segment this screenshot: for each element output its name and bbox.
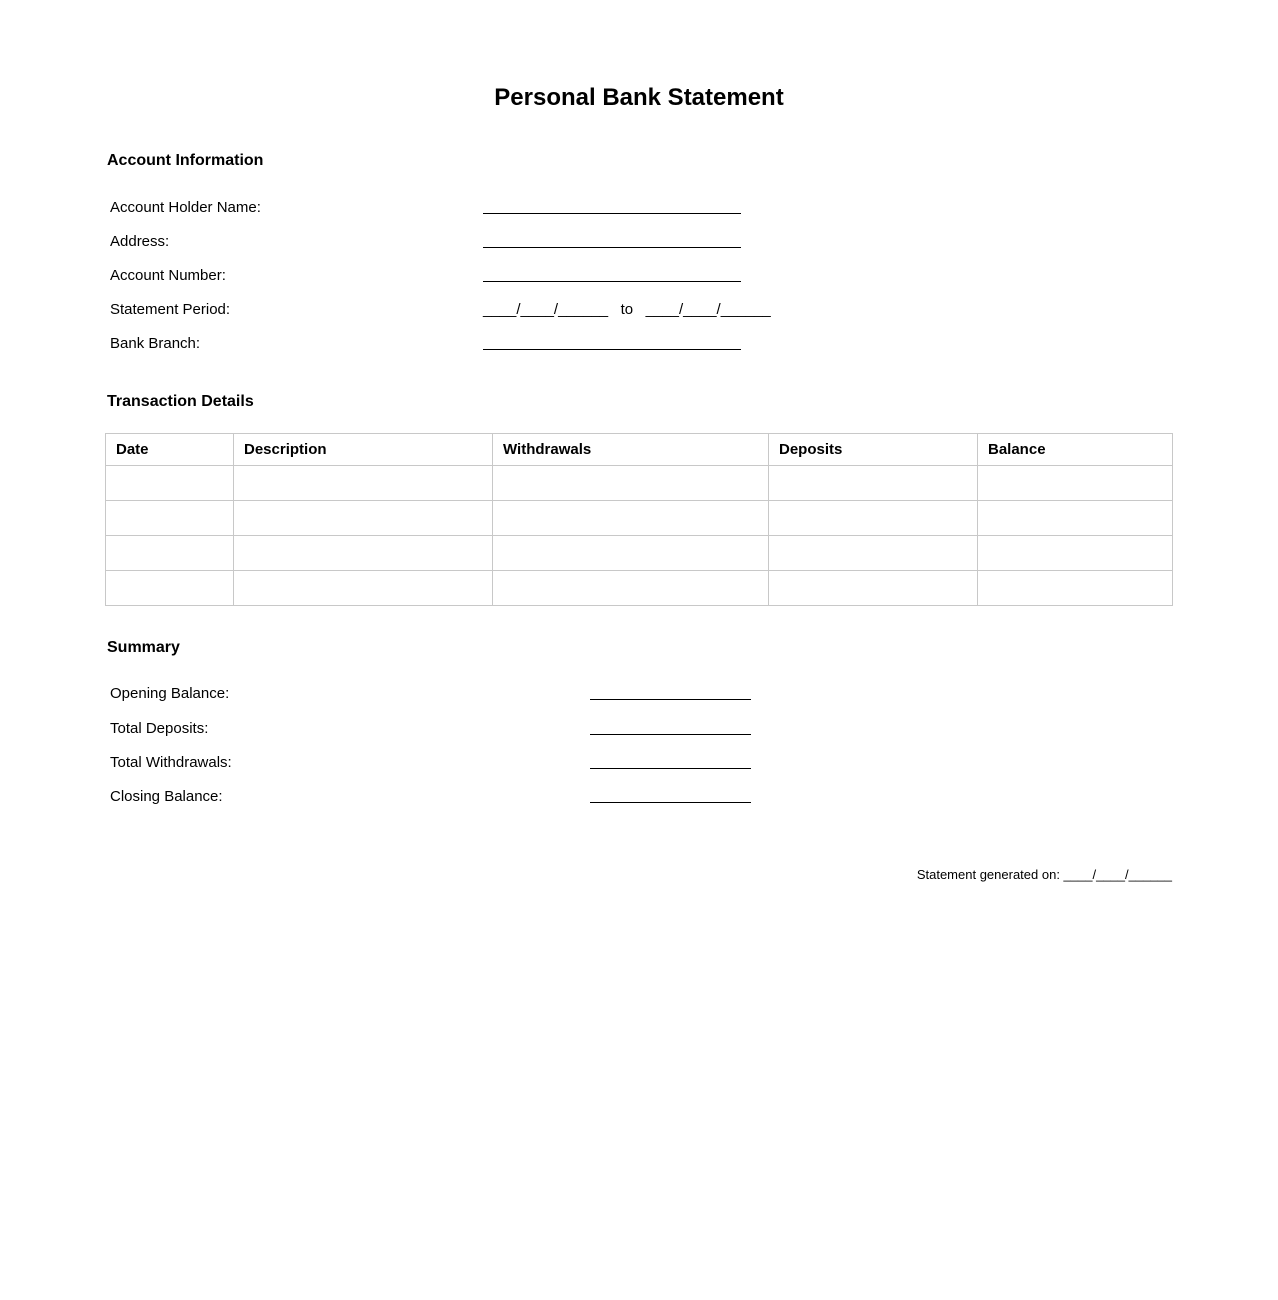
table-cell: [234, 571, 493, 606]
column-header-description: Description: [234, 434, 493, 466]
summary-heading: Summary: [107, 639, 180, 656]
address-line: [483, 233, 741, 248]
table-cell: [978, 501, 1173, 536]
total-withdrawals-line: [590, 754, 751, 769]
account-holder-name-label: Account Holder Name:: [110, 199, 261, 216]
table-row: [106, 501, 1173, 536]
column-header-deposits: Deposits: [769, 434, 978, 466]
opening-balance-label: Opening Balance:: [110, 685, 230, 702]
total-withdrawals-label: Total Withdrawals:: [110, 754, 232, 771]
address-label: Address:: [110, 233, 170, 250]
table-cell: [106, 571, 234, 606]
table-cell: [493, 571, 769, 606]
statement-generated-date-placeholder: ____/____/______: [1063, 867, 1172, 882]
table-cell: [106, 501, 234, 536]
account-holder-name-line: [483, 199, 741, 214]
table-cell: [978, 571, 1173, 606]
table-cell: [234, 536, 493, 571]
statement-generated-label: Statement generated on:: [916, 867, 1064, 882]
table-cell: [106, 536, 234, 571]
column-header-withdrawals: Withdrawals: [493, 434, 769, 466]
table-cell: [493, 466, 769, 501]
account-information-heading: Account Information: [107, 152, 264, 169]
table-cell: [769, 536, 978, 571]
page-title: Personal Bank Statement: [494, 84, 784, 111]
transaction-table: [105, 433, 1173, 606]
statement-period-placeholder: ____/____/______ to ____/____/______: [483, 301, 771, 318]
bank-branch-label: Bank Branch:: [110, 335, 201, 352]
table-cell: [106, 466, 234, 501]
account-number-label: Account Number:: [110, 267, 226, 284]
table-cell: [769, 501, 978, 536]
table-cell: [234, 501, 493, 536]
table-header-row: [106, 434, 1173, 466]
table-row: [106, 536, 1173, 571]
table-cell: [769, 466, 978, 501]
bank-branch-line: [483, 335, 741, 350]
total-deposits-line: [590, 720, 751, 735]
column-header-balance: Balance: [978, 434, 1173, 466]
statement-period-label: Statement Period:: [110, 301, 231, 318]
table-cell: [978, 536, 1173, 571]
table-cell: [493, 536, 769, 571]
total-deposits-label: Total Deposits:: [110, 720, 209, 737]
opening-balance-line: [590, 685, 751, 700]
closing-balance-label: Closing Balance:: [110, 788, 223, 805]
table-cell: [978, 466, 1173, 501]
column-header-date: Date: [106, 434, 234, 466]
table-cell: [769, 571, 978, 606]
table-cell: [234, 466, 493, 501]
statement-generated-note: [902, 852, 1172, 897]
closing-balance-line: [590, 788, 751, 803]
account-number-line: [483, 267, 741, 282]
table-row: [106, 466, 1173, 501]
table-cell: [493, 501, 769, 536]
transaction-details-heading: Transaction Details: [107, 393, 254, 410]
table-row: [106, 571, 1173, 606]
